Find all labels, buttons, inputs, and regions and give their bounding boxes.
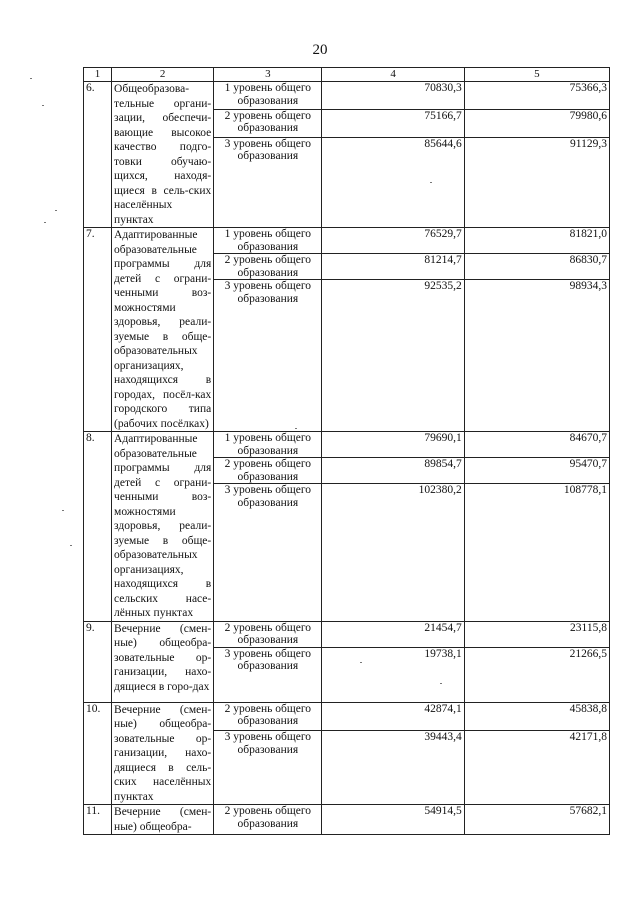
value-col-4: 54914,5 bbox=[322, 805, 464, 835]
value-col-4: 75166,7 bbox=[322, 109, 464, 137]
organization-type: Вечерние (смен-ные) общеобра- bbox=[112, 805, 214, 835]
row-number: 6. bbox=[84, 82, 112, 228]
header-col-3: 3 bbox=[214, 68, 322, 82]
value-col-5: 86830,7 bbox=[464, 254, 609, 280]
value-col-5: 57682,1 bbox=[464, 805, 609, 835]
education-level: 2 уровень общего образования bbox=[214, 458, 322, 484]
education-level: 3 уровень общего образования bbox=[214, 484, 322, 621]
education-level: 3 уровень общего образования bbox=[214, 137, 322, 227]
education-level: 3 уровень общего образования bbox=[214, 647, 322, 702]
header-col-2: 2 bbox=[112, 68, 214, 82]
organization-type: Адаптированные образовательные программы для детей с ограни-ченными воз-можностями здоровья, реали-зуемые в обще-образовательных организациях, находящихся в городах, посёл-ках городского типа (рабочих посёлках) bbox=[112, 228, 214, 432]
value-col-4: 19738,1 bbox=[322, 647, 464, 702]
header-col-4: 4 bbox=[322, 68, 464, 82]
education-level: 1 уровень общего образования bbox=[214, 228, 322, 254]
value-col-5: 84670,7 bbox=[464, 432, 609, 458]
value-col-4: 79690,1 bbox=[322, 432, 464, 458]
education-level: 3 уровень общего образования bbox=[214, 280, 322, 432]
value-col-4: 76529,7 bbox=[322, 228, 464, 254]
header-col-1: 1 bbox=[84, 68, 112, 82]
value-col-5: 75366,3 bbox=[464, 82, 609, 110]
value-col-5: 23115,8 bbox=[464, 621, 609, 647]
organization-type: Вечерние (смен-ные) общеобра-зовательные ор-ганизации, нахо-дящиеся в горо-дах bbox=[112, 621, 214, 702]
row-number: 7. bbox=[84, 228, 112, 432]
value-col-5: 98934,3 bbox=[464, 280, 609, 432]
value-col-5: 95470,7 bbox=[464, 458, 609, 484]
value-col-4: 42874,1 bbox=[322, 702, 464, 731]
table-row bbox=[84, 228, 610, 254]
table-row bbox=[84, 82, 610, 110]
value-col-4: 21454,7 bbox=[322, 621, 464, 647]
value-col-5: 42171,8 bbox=[464, 731, 609, 805]
value-col-5: 45838,8 bbox=[464, 702, 609, 731]
education-level: 3 уровень общего образования bbox=[214, 731, 322, 805]
value-col-4: 81214,7 bbox=[322, 254, 464, 280]
value-col-5: 81821,0 bbox=[464, 228, 609, 254]
value-col-4: 70830,3 bbox=[322, 82, 464, 110]
organization-type: Вечерние (смен-ные) общеобра-зовательные ор-ганизации, нахо-дящиеся в сель-ских населённых пунктах bbox=[112, 702, 214, 805]
header-col-5: 5 bbox=[464, 68, 609, 82]
education-level: 2 уровень общего образования bbox=[214, 702, 322, 731]
header-row bbox=[84, 68, 610, 82]
row-number: 11. bbox=[84, 805, 112, 835]
row-number: 10. bbox=[84, 702, 112, 805]
organization-type: Общеобразова-тельные органи-зации, обеспечи-вающие высокое качество подго-товки обучаю-щихся, находя-щиеся в сель-ских населённых пунктах bbox=[112, 82, 214, 228]
value-col-5: 91129,3 bbox=[464, 137, 609, 227]
value-col-4: 39443,4 bbox=[322, 731, 464, 805]
value-col-5: 108778,1 bbox=[464, 484, 609, 621]
page-number: 20 bbox=[312, 42, 328, 58]
table-row bbox=[84, 432, 610, 458]
organization-type: Адаптированные образовательные программы для детей с ограни-ченными воз-можностями здоровья, реали-зуемые в обще-образовательных организациях, находящихся в сельских насе-лённых пунктах bbox=[112, 432, 214, 622]
table-row bbox=[84, 805, 610, 835]
value-col-4: 92535,2 bbox=[322, 280, 464, 432]
table-row bbox=[84, 621, 610, 647]
value-col-5: 21266,5 bbox=[464, 647, 609, 702]
row-number: 9. bbox=[84, 621, 112, 702]
education-level: 1 уровень общего образования bbox=[214, 432, 322, 458]
value-col-4: 89854,7 bbox=[322, 458, 464, 484]
table-row bbox=[84, 702, 610, 731]
education-level: 2 уровень общего образования bbox=[214, 254, 322, 280]
value-col-4: 102380,2 bbox=[322, 484, 464, 621]
education-level: 1 уровень общего образования bbox=[214, 82, 322, 110]
tariff-table bbox=[83, 67, 610, 835]
value-col-4: 85644,6 bbox=[322, 137, 464, 227]
education-level: 2 уровень общего образования bbox=[214, 621, 322, 647]
row-number: 8. bbox=[84, 432, 112, 622]
value-col-5: 79980,6 bbox=[464, 109, 609, 137]
education-level: 2 уровень общего образования bbox=[214, 805, 322, 835]
education-level: 2 уровень общего образования bbox=[214, 109, 322, 137]
